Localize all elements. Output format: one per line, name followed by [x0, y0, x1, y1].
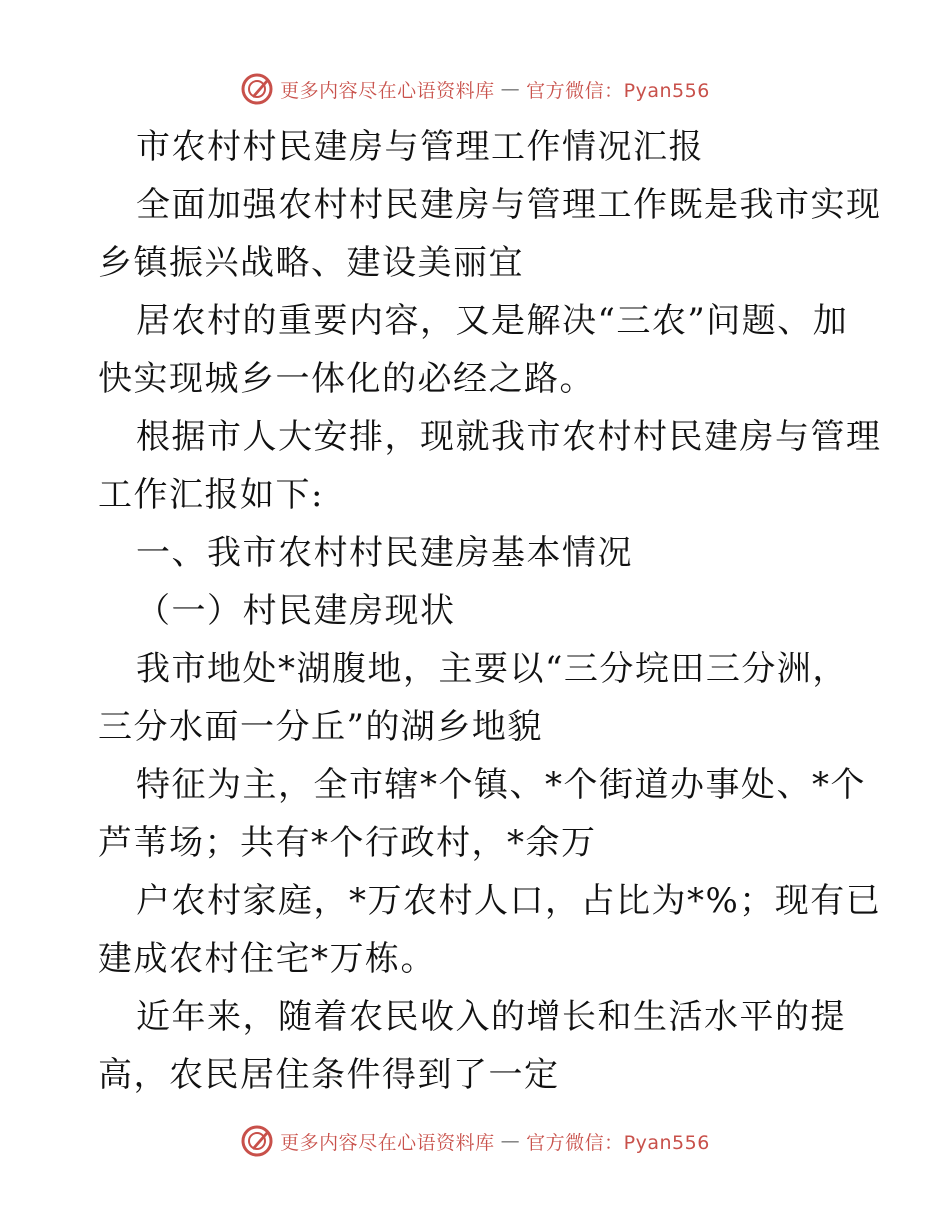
- section-heading: 一、我市农村村民建房基本情况: [136, 533, 633, 573]
- watermark-separator: —: [500, 1130, 521, 1152]
- paragraph-line: 近年来，随着农民收入的增长和生活水平的提: [136, 997, 846, 1037]
- document-body: [98, 118, 882, 1104]
- paragraph-line: 我市地处*湖腹地，主要以“三分垸田三分洲，: [136, 649, 848, 689]
- paragraph-line: 特征为主，全市辖*个镇、*个街道办事处、*个: [136, 765, 866, 805]
- watermark-account: 官方微信：Pyan556: [526, 1131, 710, 1154]
- paragraph-line: 户农村家庭，*万农村人口，占比为*%；现有已: [136, 881, 882, 921]
- paragraph-line: 根据市人大安排，现就我市农村村民建房与管理: [136, 417, 882, 457]
- paragraph-line: 工作汇报如下:: [98, 475, 324, 515]
- brand-logo-icon: [240, 1124, 274, 1158]
- watermark-text: 更多内容尽在心语资料库: [280, 79, 495, 102]
- paragraph-line: 三分水面一分丘”的湖乡地貌: [98, 707, 543, 747]
- watermark-separator: —: [500, 78, 521, 100]
- paragraph-line: 全面加强农村村民建房与管理工作既是我市实现: [136, 185, 882, 225]
- brand-logo-icon: [240, 72, 274, 106]
- paragraph-line: 居农村的重要内容，又是解决“三农”问题、加: [136, 301, 849, 341]
- paragraph-line: 乡镇振兴战略、建设美丽宜: [98, 243, 524, 283]
- paragraph-line: 建成农村住宅*万栋。: [98, 939, 436, 979]
- paragraph-line: 高，农民居住条件得到了一定: [98, 1055, 560, 1095]
- header-watermark: [0, 72, 950, 106]
- paragraph-line: 芦苇场；共有*个行政村，*余万: [98, 823, 597, 863]
- footer-watermark: [0, 1124, 950, 1158]
- paragraph-line: 快实现城乡一体化的必经之路。: [98, 359, 595, 399]
- subsection-heading: （一）村民建房现状: [136, 591, 456, 631]
- watermark-account: 官方微信：Pyan556: [526, 79, 710, 102]
- watermark-text: 更多内容尽在心语资料库: [280, 1131, 495, 1154]
- document-title: 市农村村民建房与管理工作情况汇报: [136, 127, 704, 167]
